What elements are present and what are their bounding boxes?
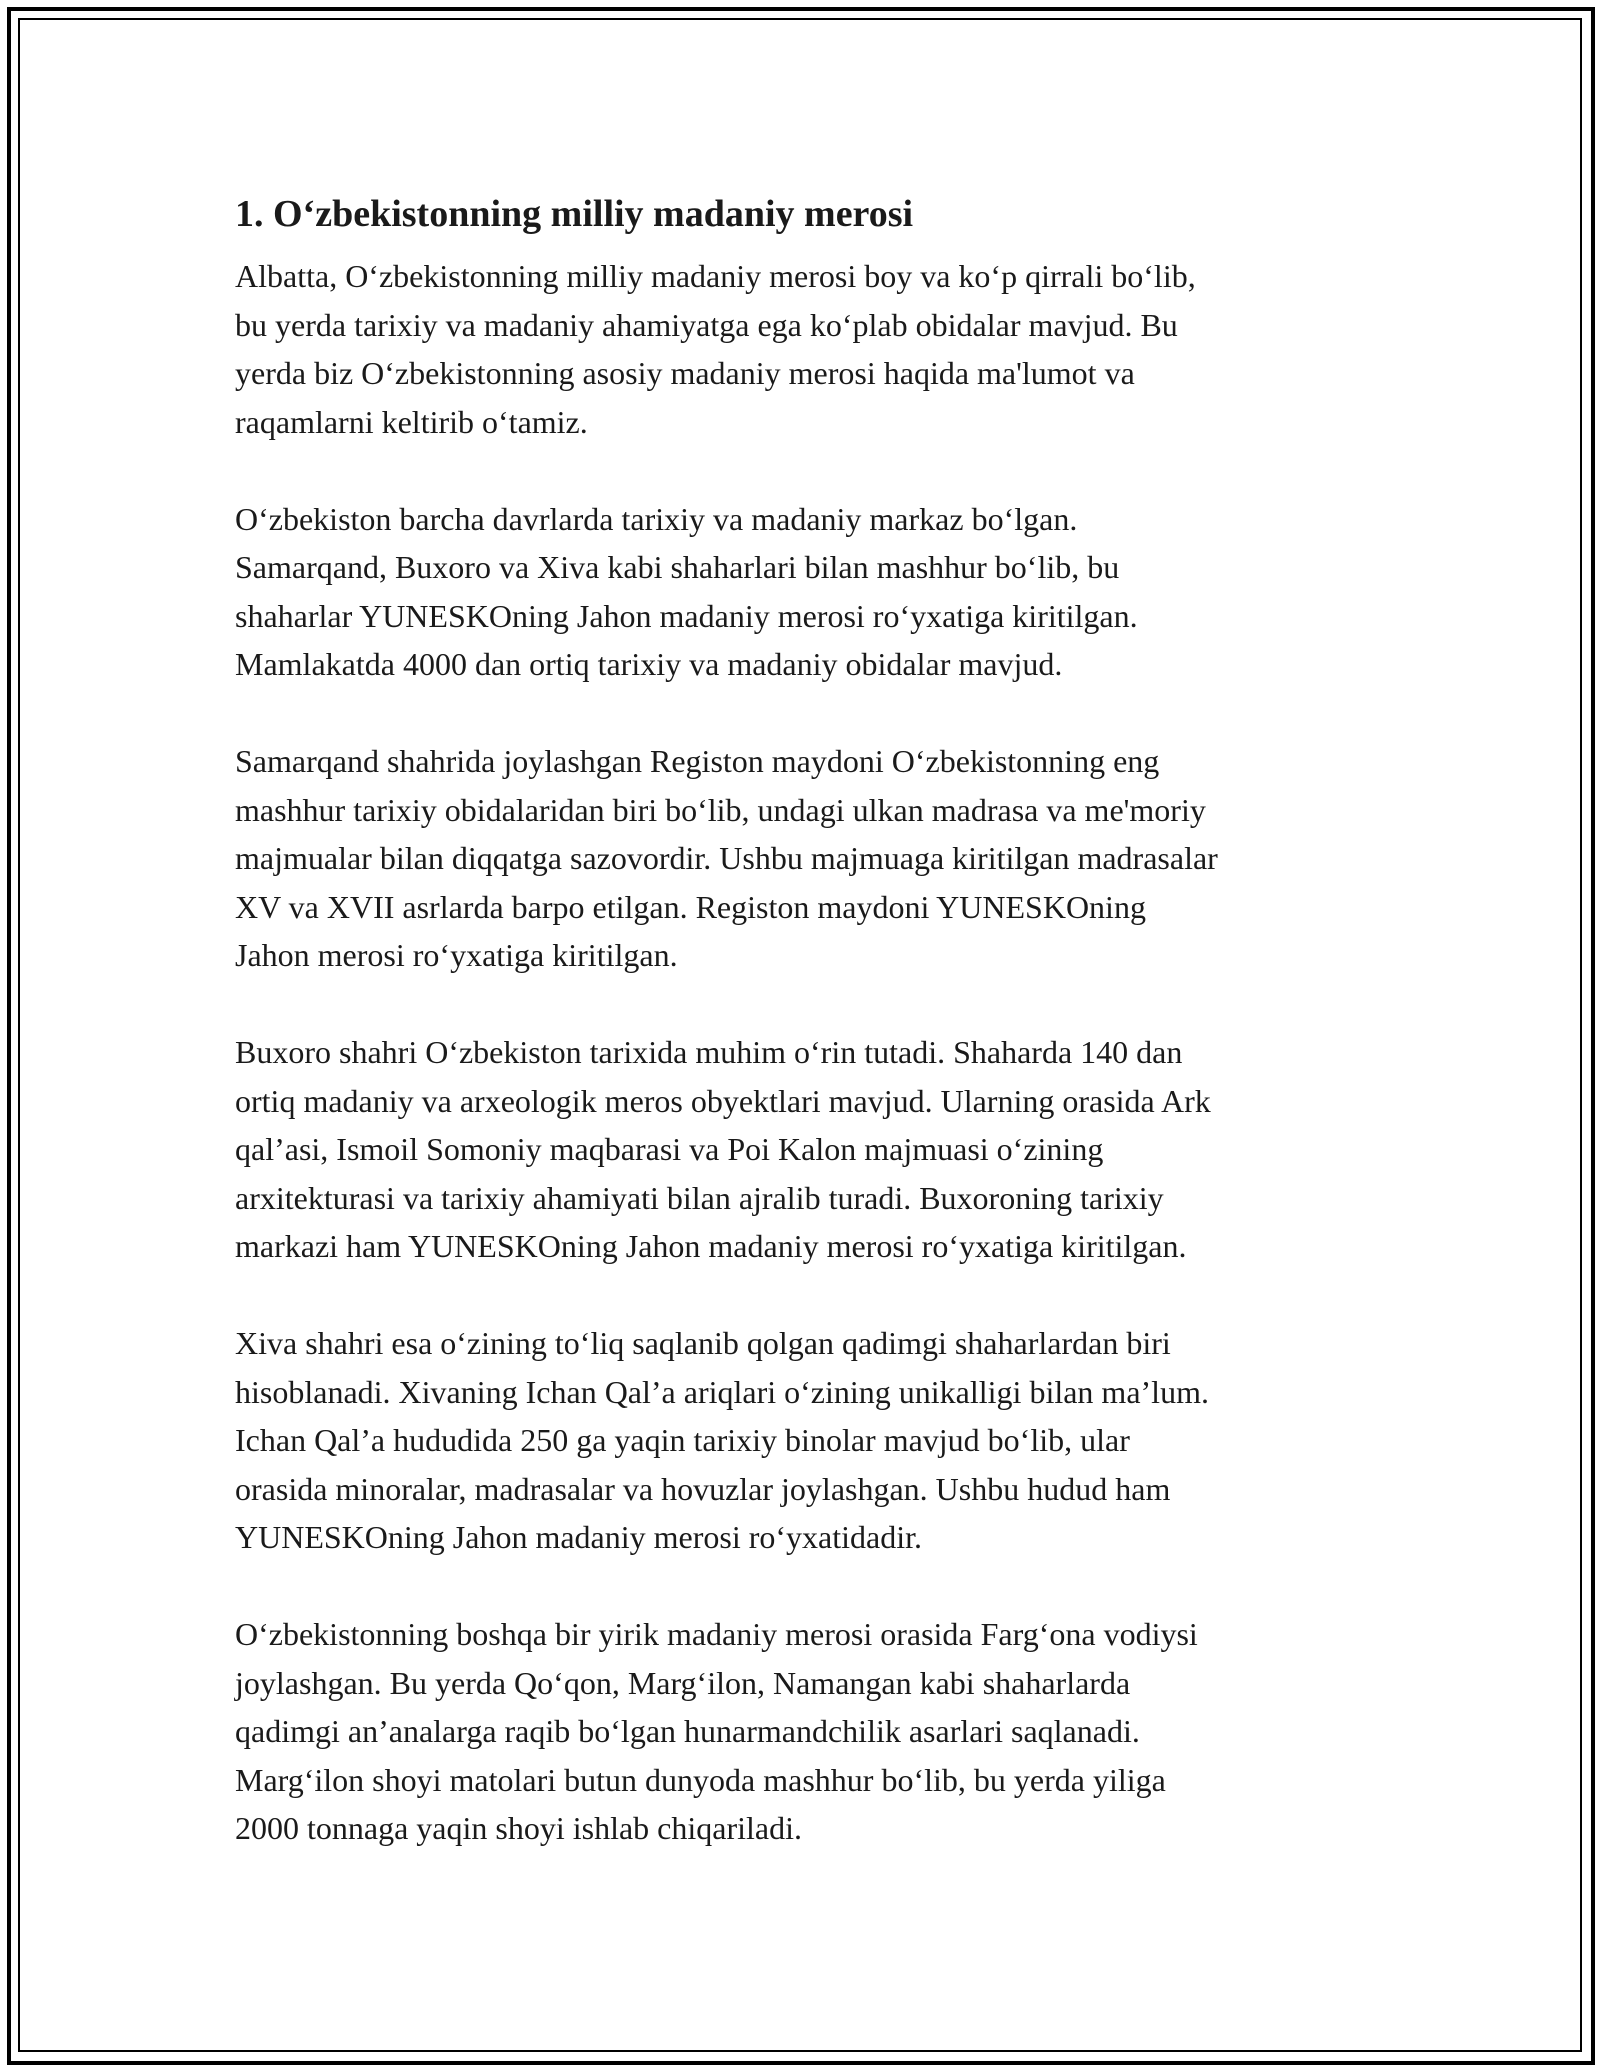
paragraph-line: Jahon merosi ro‘yxatiga kiritilgan. bbox=[235, 937, 678, 973]
paragraph-line: Samarqand shahrida joylashgan Registon maydoni O‘zbekistonning eng bbox=[235, 743, 1160, 779]
paragraph-line: majmualar bilan diqqatga sazovordir. Ushbu majmuaga kiritilgan madrasalar bbox=[235, 840, 1218, 876]
paragraph-line: raqamlarni keltirib o‘tamiz. bbox=[235, 403, 588, 440]
paragraph-line: qal’asi, Ismoil Somoniy maqbarasi va Poi Kalon majmuasi o‘zining bbox=[235, 1131, 1104, 1167]
paragraph-line: hisoblanadi. Xivaning Ichan Qal’a ariqlari o‘zining unikalligi bilan ma’lum. bbox=[235, 1373, 1209, 1410]
paragraph-line: yerda biz O‘zbekistonning asosiy madaniy merosi haqida ma'lumot va bbox=[235, 355, 1135, 391]
paragraph-line: joylashgan. Bu yerda Qo‘qon, Marg‘ilon, Namangan kabi shaharlarda bbox=[235, 1664, 1131, 1701]
paragraph-line: XV va XVII asrlarda barpo etilgan. Registon maydoni YUNESKOning bbox=[235, 888, 1146, 925]
paragraph-line: mashhur tarixiy obidalaridan biri bo‘lib, undagi ulkan madrasa va me'moriy bbox=[235, 791, 1206, 828]
paragraph-intro bbox=[235, 252, 1370, 446]
paragraph-line: 2000 tonnaga yaqin shoyi ishlab chiqariladi. bbox=[235, 1810, 802, 1846]
paragraph-line: Samarqand, Buxoro va Xiva kabi shaharlari bilan mashhur bo‘lib, bu bbox=[235, 549, 1120, 585]
paragraph-line: Xiva shahri esa o‘zining to‘liq saqlanib qolgan qadimgi shaharlardan biri bbox=[235, 1325, 1171, 1361]
paragraph-line: Ichan Qal’a hududida 250 ga yaqin tarixiy binolar mavjud bo‘lib, ular bbox=[235, 1422, 1130, 1458]
paragraph-line: Mamlakatda 4000 dan ortiq tarixiy va madaniy obidalar mavjud. bbox=[235, 646, 1063, 682]
paragraph-line: ortiq madaniy va arxeologik meros obyektlari mavjud. Ularning orasida Ark bbox=[235, 1082, 1211, 1119]
paragraph-line: qadimgi an’analarga raqib bo‘lgan hunarmandchilik asarlari saqlanadi. bbox=[235, 1713, 1140, 1749]
paragraph-line: O‘zbekistonning boshqa bir yirik madaniy merosi orasida Farg‘ona vodiysi bbox=[235, 1616, 1198, 1652]
paragraph-line: arxitekturasi va tarixiy ahamiyati bilan ajralib turadi. Buxoroning tarixiy bbox=[235, 1179, 1164, 1216]
paragraph-khiva bbox=[235, 1319, 1370, 1562]
document-body bbox=[235, 186, 1370, 1901]
paragraph-line: O‘zbekiston barcha davrlarda tarixiy va madaniy markaz bo‘lgan. bbox=[235, 500, 1078, 537]
paragraph-bukhara bbox=[235, 1028, 1370, 1271]
paragraph-line: markazi ham YUNESKOning Jahon madaniy merosi ro‘yxatiga kiritilgan. bbox=[235, 1228, 1187, 1264]
paragraph-line: YUNESKOning Jahon madaniy merosi ro‘yxatidadir. bbox=[235, 1519, 922, 1555]
paragraph-uzbekistan-centers bbox=[235, 495, 1370, 689]
paragraph-line: shaharlar YUNESKOning Jahon madaniy merosi ro‘yxatiga kiritilgan. bbox=[235, 597, 1138, 634]
paragraph-line: Marg‘ilon shoyi matolari butun dunyoda mashhur bo‘lib, bu yerda yiliga bbox=[235, 1761, 1166, 1798]
paragraph-line: Buxoro shahri O‘zbekiston tarixida muhim o‘rin tutadi. Shaharda 140 dan bbox=[235, 1034, 1183, 1070]
paragraph-fergana bbox=[235, 1610, 1370, 1853]
section-heading: 1. O‘zbekistonning milliy madaniy merosi bbox=[235, 193, 914, 235]
paragraph-line: orasida minoralar, madrasalar va hovuzlar joylashgan. Ushbu hudud ham bbox=[235, 1470, 1171, 1507]
paragraph-registan bbox=[235, 737, 1370, 980]
paragraph-line: Albatta, O‘zbekistonning milliy madaniy merosi boy va ko‘p qirrali bo‘lib, bbox=[235, 258, 1196, 294]
paragraph-line: bu yerda tarixiy va madaniy ahamiyatga ega ko‘plab obidalar mavjud. Bu bbox=[235, 306, 1178, 343]
